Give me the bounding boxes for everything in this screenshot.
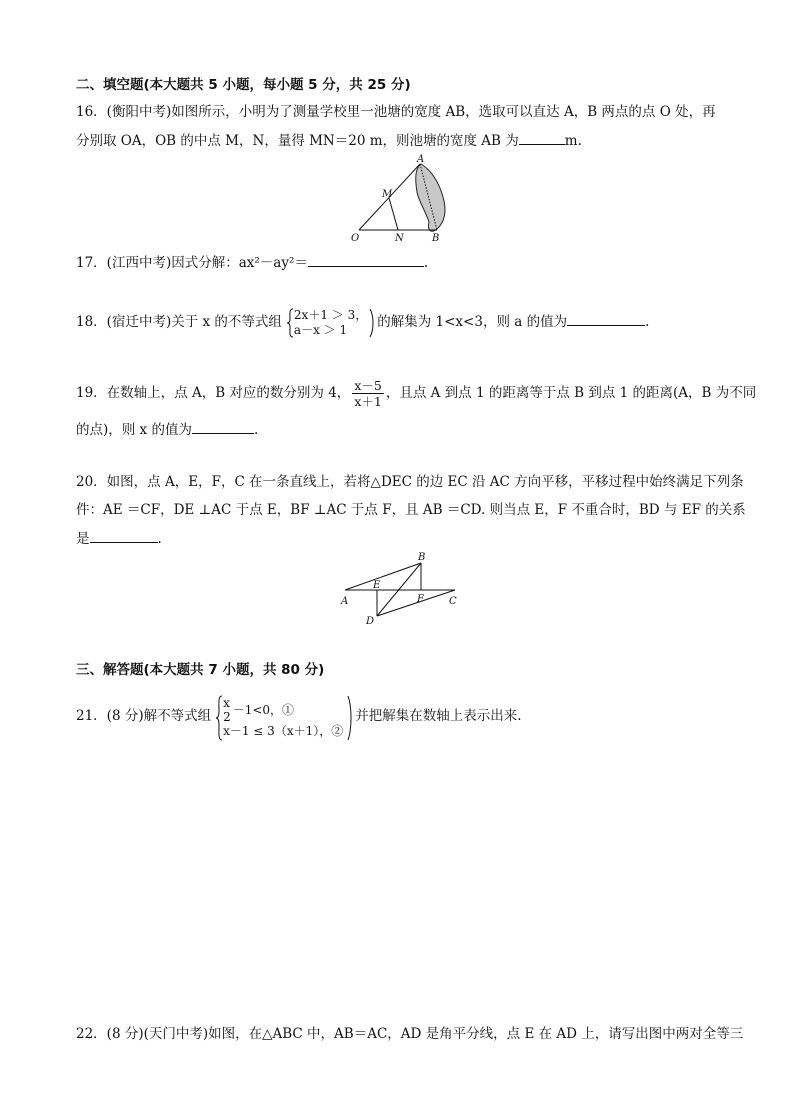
q18-end: . xyxy=(645,314,650,330)
q16-unit: m. xyxy=(564,133,582,149)
label-E: E xyxy=(373,580,381,591)
q20-translation-figure xyxy=(335,548,465,628)
right-paren xyxy=(369,308,375,338)
q21-row2: x－1 ≤ 3（x＋1），② xyxy=(223,724,344,738)
line-MN xyxy=(389,198,398,230)
q16-line2-text: 分别取 OA，OB 的中点 M，N，量得 MN＝20 m，则池塘的宽度 AB 为 xyxy=(76,133,519,149)
q21-row1-x: x xyxy=(223,696,230,710)
q20-end: . xyxy=(157,531,162,547)
q21-post: 并把解集在数轴上表示出来. xyxy=(355,708,522,724)
label-A: A xyxy=(341,596,349,607)
q20-answer-blank[interactable] xyxy=(90,528,158,543)
label-D: D xyxy=(366,616,375,627)
q16-answer-blank[interactable] xyxy=(519,130,565,145)
q18-line xyxy=(76,306,649,338)
q20-line2: 件：AE ＝CF，DE ⊥AC 于点 E，BF ⊥AC 于点 F，且 AB ＝CD. 则当点 E，F 不重合时，BD 与 EF 的关系 xyxy=(76,502,746,518)
pond-shape xyxy=(416,164,445,231)
q16-line2 xyxy=(76,130,582,150)
section-heading-fill-in: 二、填空题(本大题共 5 小题，每小题 5 分，共 25 分) xyxy=(76,77,411,93)
q19-fraction xyxy=(352,378,384,409)
line-DC xyxy=(377,590,455,616)
q18-post: 的解集为 1<x<3，则 a 的值为 xyxy=(377,314,568,330)
label-B: B xyxy=(432,233,440,244)
q16-line1: 16．(衡阳中考)如图所示，小明为了测量学校里一池塘的宽度 AB，选取可以直达 A，B 两点的点 O 处，再 xyxy=(76,104,716,120)
q18-answer-blank[interactable] xyxy=(567,311,645,326)
q17-line xyxy=(76,252,428,272)
q19-post: ，且点 A 到点 1 的距离等于点 B 到点 1 的距离(A，B 为不同 xyxy=(385,385,757,401)
q20-line3 xyxy=(76,528,162,548)
label-B: B xyxy=(418,552,426,563)
q18-row2: a－x ＞ 1 xyxy=(293,322,348,337)
left-brace xyxy=(286,308,294,338)
q19-answer-blank[interactable] xyxy=(192,419,254,434)
section-heading-solve: 三、解答题(本大题共 7 小题，共 80 分) xyxy=(76,662,325,678)
q20-line1: 20．如图，点 A，E，F，C 在一条直线上，若将△DEC 的边 EC 沿 AC 方向平移，平移过程中始终满足下列条 xyxy=(76,474,744,490)
q17-end: . xyxy=(423,255,429,271)
q19-denominator: x＋1 xyxy=(354,394,382,409)
q19-numerator: x－5 xyxy=(354,378,382,393)
label-M: M xyxy=(382,189,393,200)
q17-answer-blank[interactable] xyxy=(308,252,424,267)
q20-line3-text: 是 xyxy=(76,531,90,547)
q18-inequality-system xyxy=(286,308,367,338)
q19-line2-text: 的点)，则 x 的值为 xyxy=(76,422,192,438)
q22-line1: 22．(8 分)(天门中考)如图，在△ABC 中，AB＝AC，AD 是角平分线，点 E 在 AD 上，请写出图中两对全等三 xyxy=(76,1026,744,1042)
q19-line2 xyxy=(76,419,258,439)
q19-end: . xyxy=(253,422,259,438)
q19-line1 xyxy=(76,376,756,410)
q17-text: 17．(江西中考)因式分解：ax²－ay²＝ xyxy=(76,255,308,271)
label-A: A xyxy=(417,154,425,165)
q18-pre: 18．(宿迁中考)关于 x 的不等式组 xyxy=(76,314,282,330)
q16-pond-figure xyxy=(345,152,465,247)
right-paren xyxy=(347,695,353,741)
q21-line xyxy=(76,691,522,741)
label-N: N xyxy=(395,233,404,244)
q21-row1-rest: －1<0，① xyxy=(232,703,295,717)
q21-row1-main xyxy=(223,703,343,724)
q21-row1-denom: 2 xyxy=(223,710,231,724)
q21-inequality-system xyxy=(215,695,343,738)
q19-pre: 19．在数轴上，点 A，B 对应的数分别为 4， xyxy=(76,385,351,401)
left-brace xyxy=(215,695,223,741)
q18-row1: 2x＋1 ＞ 3， xyxy=(293,307,368,322)
label-C: C xyxy=(449,596,457,607)
label-F: F xyxy=(417,594,424,605)
label-O: O xyxy=(351,233,360,244)
q21-pre: 21．(8 分)解不等式组 xyxy=(76,708,212,724)
